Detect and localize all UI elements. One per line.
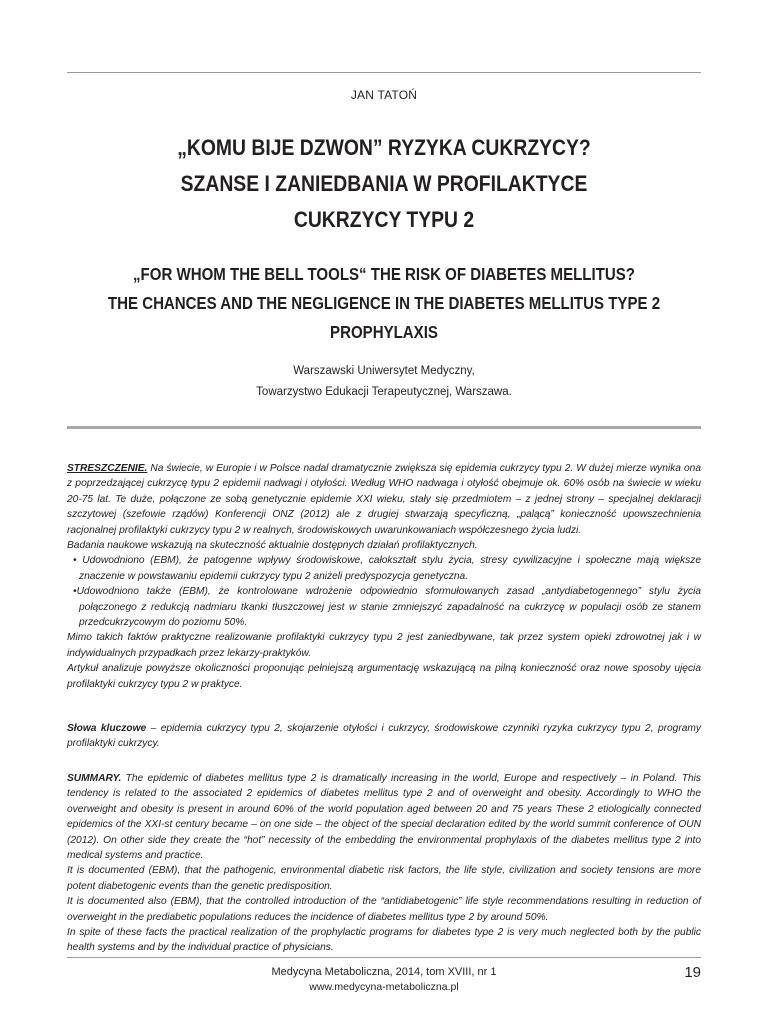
summary-paragraph: In spite of these facts the practical realization of the prophylactic programs for diabetes type 2 is very much neglected both by the public health systems and by the individual practice of physicians. (67, 927, 701, 954)
abstract-paragraph: Badania naukowe wskazują na skuteczność aktualnie dostępnych działań profilaktycznych. (67, 540, 478, 552)
author-name: JAN TATOŃ (350, 88, 418, 102)
abstract-paragraph: Mimo takich faktów praktyczne realizowanie profilaktyki cukrzycy typu 2 jest zaniedbywane, tak przez system opieki zdrowotnej jak i w indywidualnych przypadkach przez lekarzy-praktyków. (67, 632, 701, 659)
keywords-label: Słowa kluczowe (67, 723, 147, 734)
affiliation (67, 361, 701, 403)
polish-title-line: „KOMU BIJE DZWON” RYZYKA CUKRZYCY? (177, 135, 591, 160)
summary-paragraph: SUMMARY. The epidemic of diabetes mellitus type 2 is dramatically increasing in the world, Europe and respectively – in Poland. This tendency is related to the associated 2 epidemics of diabetes mellitus type 2 and of overweight and obesity. Accordingly to WHO the overweight and obesity is present in around 60% of the world population aged between 20 and 75 years These 2 etiologically connected epidemics of the XXI-st century became – on one side – the object of the special declaration edited by the world summit conference of OUN (2012). On other side they create the “hot” necessity of the embedding the environmental prophylaxis of the diabetes mellitus type 2 into medical systems and practice. (67, 773, 701, 862)
summary-label: SUMMARY. (67, 773, 122, 784)
english-title (88, 260, 680, 347)
top-rule (67, 72, 701, 73)
abstract-label: STRESZCZENIE. (67, 463, 148, 474)
footer-rule (67, 957, 701, 958)
journal-citation: Medycyna Metaboliczna, 2014, tom XVIII, nr 1 (271, 966, 497, 978)
abstract-paragraph: Artykuł analizuje powyższe okoliczności proponując pełniejszą argumentację wskazującą na pilną konieczność oraz nowe sposoby ujęcia profilaktyki cukrzycy typu 2 w praktyce. (67, 663, 701, 690)
english-title-line: THE CHANCES AND THE NEGLIGENCE IN THE DIABETES MELLITUS TYPE 2 (107, 293, 661, 313)
section-divider (67, 426, 701, 429)
english-title-line: „FOR WHOM THE BELL TOOLS“ THE RISK OF DIABETES MELLITUS? (133, 264, 635, 284)
abstract-bullet: •Udowodniono także (EBM), że kontrolowane wdrożenie odpowiednio sformułowanych zasad „antydiabetogennego” stylu życia połączonego z redukcją nadmiaru tkanki tłuszczowej jest w stanie zmniejszyć zapadalność na cukrzycę w populacji osób ze stanem przedcukrzycowym do poziomu 50%. (73, 586, 701, 629)
keywords (67, 721, 701, 752)
abstract-bullet: • Udowodniono (EBM), że patogenne wpływy środowiskowe, całokształt stylu życia, stresy cywilizacyjne i społeczne mają większe znaczenie w powstawaniu epidemii cukrzycy typu 2 aniżeli predyspozycja genetyczna. (73, 555, 701, 582)
abstract-paragraph: STRESZCZENIE. Na świecie, w Europie i w Polsce nadal dramatycznie zwiększa się epidemia cukrzycy typu 2. W dużej mierze wynika ona z poprzedzającej cukrzycę typu 2 epidemii nadwagi i otyłości. Według WHO nadwaga i otyłość obejmuje ok. 60% osób na świecie w wieku 20-75 lat. Te duże, połączone ze sobą genetycznie epidemie XXI wieku, stały się przedmiotem – z jednej strony – specjalnej deklaracji szczytowej (szefowie rządów) Konferencji ONZ (2012) ale z drugiej stwarzają specyficzną, „palącą” konieczność upowszechnienia racjonalnej profilaktyki cukrzycy typu 2 w realnych, środowiskowych uwarunkowaniach współczesnego życia ludzi. (67, 463, 701, 536)
summary-paragraph: It is documented also (EBM), that the controlled introduction of the “antidiabetogenic” life style recommendations resulting in reduction of overweight in the prediabetic populations reduces the incidence of diabetes mellitus type 2 by around 50%. (67, 896, 701, 923)
summary-paragraph: It is documented (EBM), that the pathogenic, environmental diabetic risk factors, the life style, civilization and society tensions are more potent diabetogenic events than the genetic predisposition. (67, 865, 701, 892)
polish-title-line: SZANSE I ZANIEDBANIA W PROFILAKTYCE (180, 171, 588, 196)
polish-title (111, 130, 656, 238)
journal-url: www.medycyna-metaboliczna.pl (309, 981, 459, 993)
affiliation-line: Towarzystwo Edukacji Terapeutycznej, Warszawa. (256, 386, 512, 398)
affiliation-line: Warszawski Uniwersytet Medyczny, (293, 365, 475, 377)
polish-title-line: CUKRZYCY TYPU 2 (293, 207, 475, 232)
page-number: 19 (684, 964, 701, 981)
english-title-line: PROPHYLAXIS (330, 322, 438, 342)
english-summary (67, 771, 701, 956)
keywords-text: – epidemia cukrzycy typu 2, skojarzenie otyłości i cukrzycy, środowiskowe czynniki ryzyka cukrzycy typu 2, programy profilaktyki cukrzycy. (67, 723, 701, 750)
polish-abstract (67, 461, 701, 692)
